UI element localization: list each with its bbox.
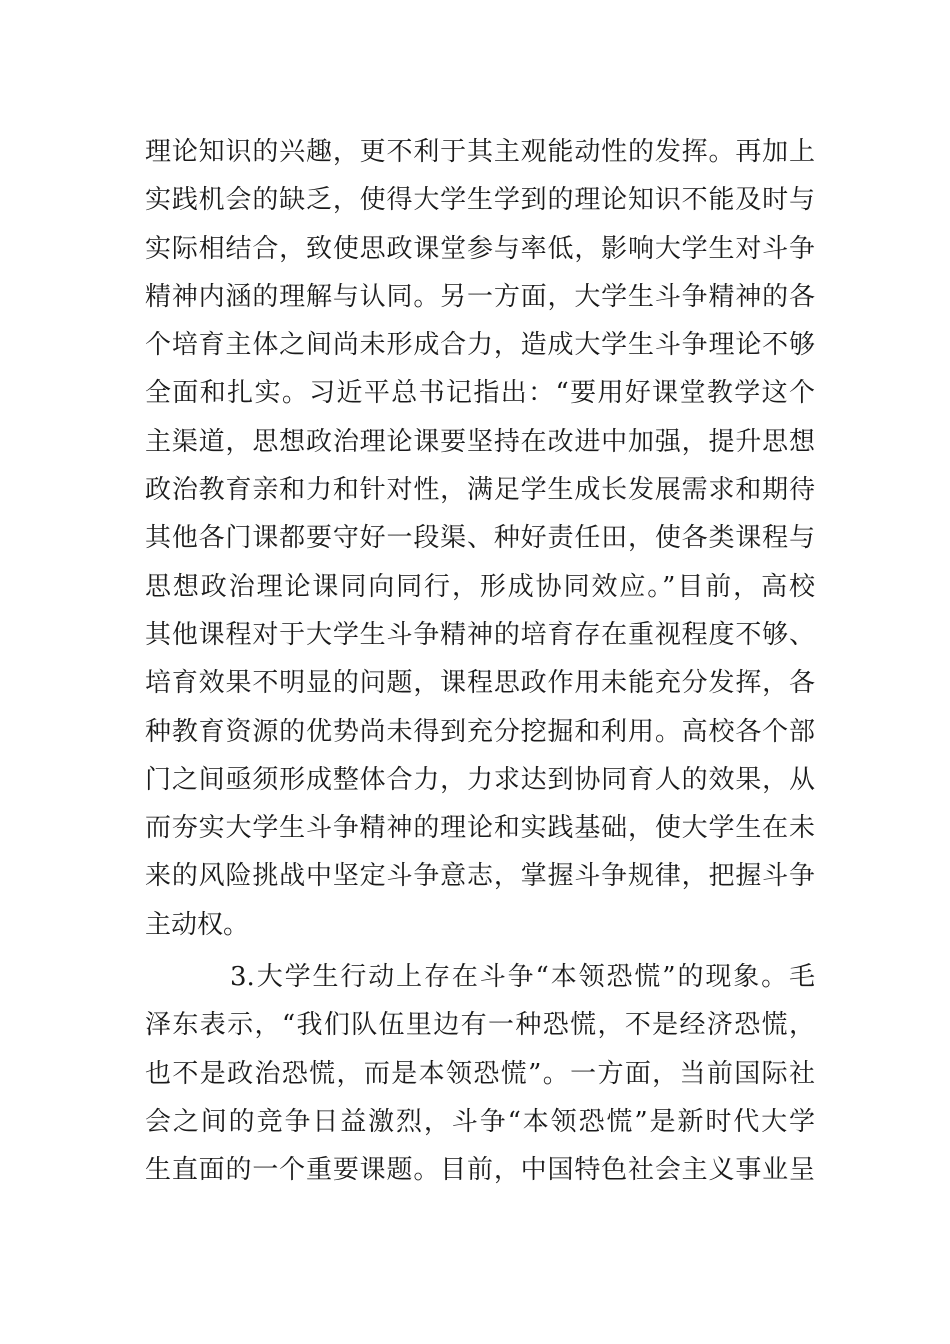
text-line: 培育效果不明显的问题，课程思政作用未能充分发挥，各 [145,668,815,699]
text-line: 其他各门课都要守好一段渠、种好责任田，使各类课程与 [145,523,815,554]
text-line: 政治教育亲和力和针对性，满足学生成长发展需求和期待 [145,475,815,506]
text-line: 其他课程对于大学生斗争精神的培育存在重视程度不够、 [145,619,815,650]
section-heading-line: 3.大学生行动上存在斗争“本领恐慌”的现象。毛 [230,962,815,993]
text-line: 实际相结合，致使思政课堂参与率低，影响大学生对斗争 [145,233,815,264]
text-line: 种教育资源的优势尚未得到充分挖掘和利用。高校各个部 [145,716,815,747]
text-line: 个培育主体之间尚未形成合力，造成大学生斗争理论不够 [145,330,815,361]
text-line: 理论知识的兴趣，更不利于其主观能动性的发挥。再加上 [145,137,815,167]
paragraph-1 [145,128,815,949]
text-line: 全面和扎实。习近平总书记指出：“要用好课堂教学这个 [145,378,815,409]
body-text [145,128,815,1195]
text-line: 思想政治理论课同向同行，形成协同效应。”目前，高校 [145,571,815,602]
text-line: 精神内涵的理解与认同。另一方面，大学生斗争精神的各 [145,281,815,312]
text-line: 门之间亟须形成整体合力，力求达到协同育人的效果，从 [145,764,815,795]
text-line: 而夯实大学生斗争精神的理论和实践基础，使大学生在未 [145,813,815,844]
text-line: 主动权。 [145,909,250,940]
text-line: 来的风险挑战中坚定斗争意志，掌握斗争规律，把握斗争 [145,861,815,892]
text-line: 生直面的一个重要课题。目前，中国特色社会主义事业呈 [145,1155,815,1186]
text-line: 也不是政治恐慌，而是本领恐慌”。一方面，当前国际社 [145,1058,815,1089]
text-line: 会之间的竞争日益激烈，斗争“本领恐慌”是新时代大学 [145,1106,815,1137]
text-line: 泽东表示，“我们队伍里边有一种恐慌，不是经济恐慌， [145,1010,815,1041]
text-line: 实践机会的缺乏，使得大学生学到的理论知识不能及时与 [145,185,815,216]
text-line: 主渠道，思想政治理论课要坚持在改进中加强，提升思想 [145,426,815,457]
paragraph-2 [145,953,815,1194]
